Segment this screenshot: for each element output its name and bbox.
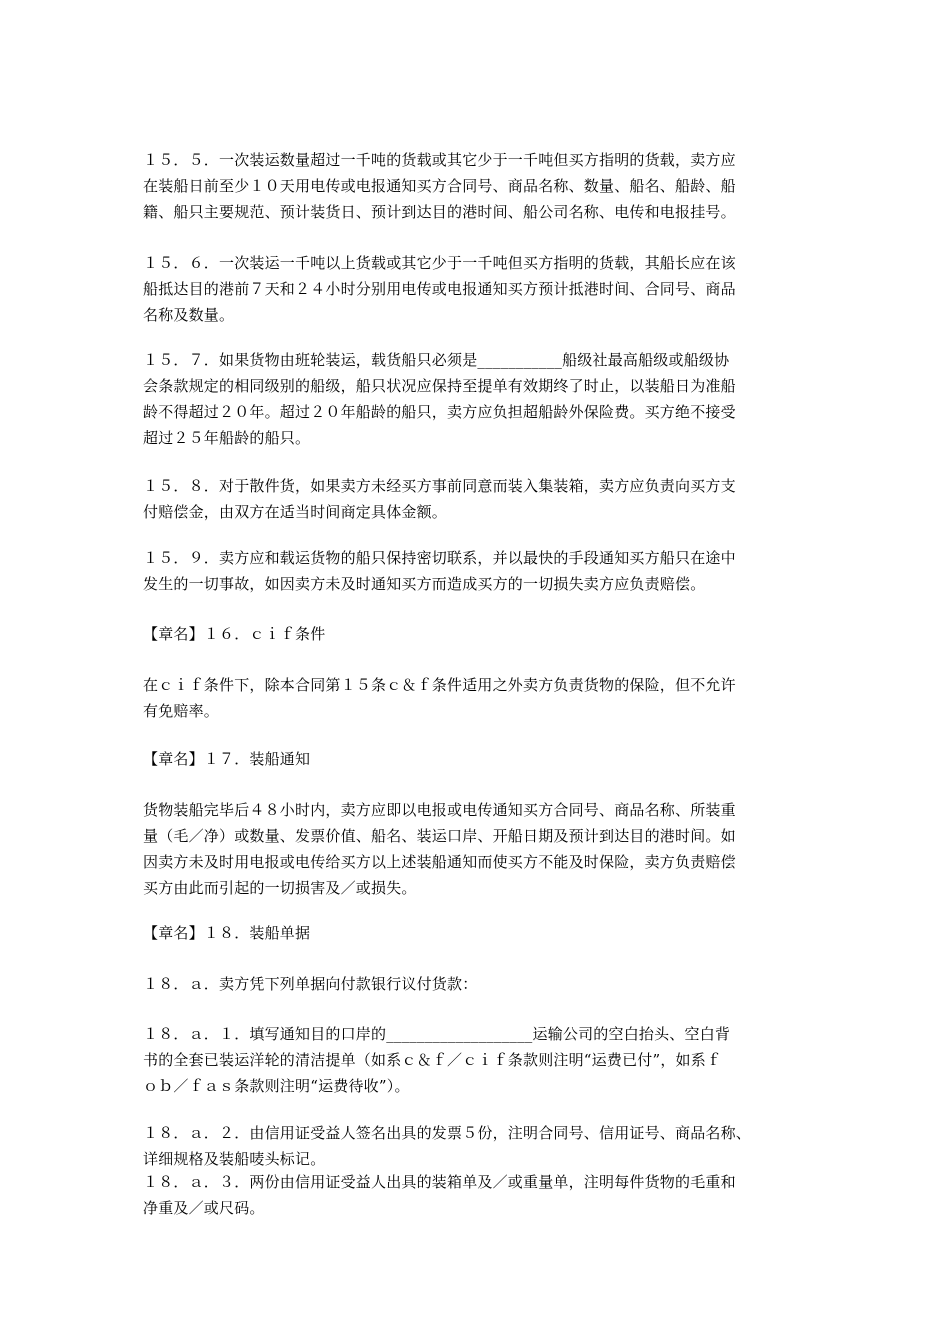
paragraph-16 (143, 672, 813, 724)
paragraph-18-a-3 (143, 1169, 813, 1221)
paragraph-15-5 (143, 147, 813, 225)
text-line: 在ｃｉｆ条件下，除本合同第１５条ｃ＆ｆ条件适用之外卖方负责货物的保险，但不允许 (143, 676, 736, 694)
heading-text: 【章名】１６．ｃｉｆ条件 (143, 625, 326, 643)
text-line: 买方由此而引起的一切损害及／或损失。 (143, 879, 417, 897)
paragraph-15-7 (143, 347, 813, 451)
paragraph-17 (143, 797, 813, 901)
text-line: 有免赔率。 (143, 702, 220, 720)
text-line: １８．ａ．１．填写通知目的口岸的___________________运输公司的空白抬头、空白背 (143, 1025, 731, 1043)
paragraph-15-6 (143, 250, 813, 328)
chapter-heading-17 (143, 746, 813, 772)
text-line: 货物装船完毕后４８小时内，卖方应即以电报或电传通知买方合同号、商品名称、所装重 (143, 801, 736, 819)
chapter-heading-18 (143, 920, 813, 946)
paragraph-18-a (143, 971, 813, 997)
text-line: １５．６．一次装运一千吨以上货载或其它少于一千吨但买方指明的货载，其船长应在该 (143, 254, 736, 272)
paragraph-15-8 (143, 473, 813, 525)
text-line: ｏｂ／ｆａｓ条款则注明“运费待收”）。 (143, 1077, 410, 1095)
text-line: 详细规格及装船唛头标记。 (143, 1150, 326, 1168)
text-line: 名称及数量。 (143, 306, 235, 324)
heading-text: 【章名】１８．装船单据 (143, 924, 311, 942)
heading-text: 【章名】１７．装船通知 (143, 750, 311, 768)
chapter-heading-16 (143, 621, 813, 647)
text-line: 净重及／或尺码。 (143, 1199, 265, 1217)
paragraph-15-9 (143, 545, 813, 597)
text-line: １５．７．如果货物由班轮装运，载货船只必须是___________船级社最高船级或船级协 (143, 351, 730, 369)
text-line: １８．ａ．卖方凭下列单据向付款银行议付货款： (143, 975, 478, 993)
text-line: 书的全套已装运洋轮的清洁提单（如系ｃ＆ｆ／ｃｉｆ条款则注明“运费已付”，如系ｆ (143, 1051, 722, 1069)
text-line: 龄不得超过２０年。超过２０年船龄的船只，卖方应负担超船龄外保险费。买方绝不接受 (143, 403, 736, 421)
text-line: １８．ａ．３．两份由信用证受益人出具的装箱单及／或重量单，注明每件货物的毛重和 (143, 1173, 736, 1191)
text-line: 籍、船只主要规范、预计装货日、预计到达目的港时间、船公司名称、电传和电报挂号。 (143, 203, 736, 221)
text-line: 在装船日前至少１０天用电传或电报通知买方合同号、商品名称、数量、船名、船龄、船 (143, 177, 736, 195)
text-line: 会条款规定的相同级别的船级，船只状况应保持至提单有效期终了时止，以装船日为准船 (143, 377, 736, 395)
text-line: １５．５．一次装运数量超过一千吨的货载或其它少于一千吨但买方指明的货载，卖方应 (143, 151, 736, 169)
paragraph-18-a-1 (143, 1021, 813, 1099)
text-line: 量（毛／净）或数量、发票价值、船名、装运口岸、开船日期及预计到达目的港时间。如 (143, 827, 736, 845)
text-line: 因卖方未及时用电报或电传给买方以上述装船通知而使买方不能及时保险，卖方负责赔偿 (143, 853, 736, 871)
text-line: １５．９．卖方应和载运货物的船只保持密切联系，并以最快的手段通知买方船只在途中 (143, 549, 736, 567)
text-line: 船抵达目的港前７天和２４小时分别用电传或电报通知买方预计抵港时间、合同号、商品 (143, 280, 736, 298)
paragraph-18-a-2 (143, 1120, 813, 1172)
text-line: 发生的一切事故，如因卖方未及时通知买方而造成买方的一切损失卖方应负责赔偿。 (143, 575, 706, 593)
text-line: １５．８．对于散件货，如果卖方未经买方事前同意而装入集装箱，卖方应负责向买方支 (143, 477, 736, 495)
text-line: 付赔偿金，由双方在适当时间商定具体金额。 (143, 503, 448, 521)
text-line: 超过２５年船龄的船只。 (143, 429, 311, 447)
text-line: １８．ａ．２．由信用证受益人签名出具的发票５份，注明合同号、信用证号、商品名称、 (143, 1124, 752, 1142)
